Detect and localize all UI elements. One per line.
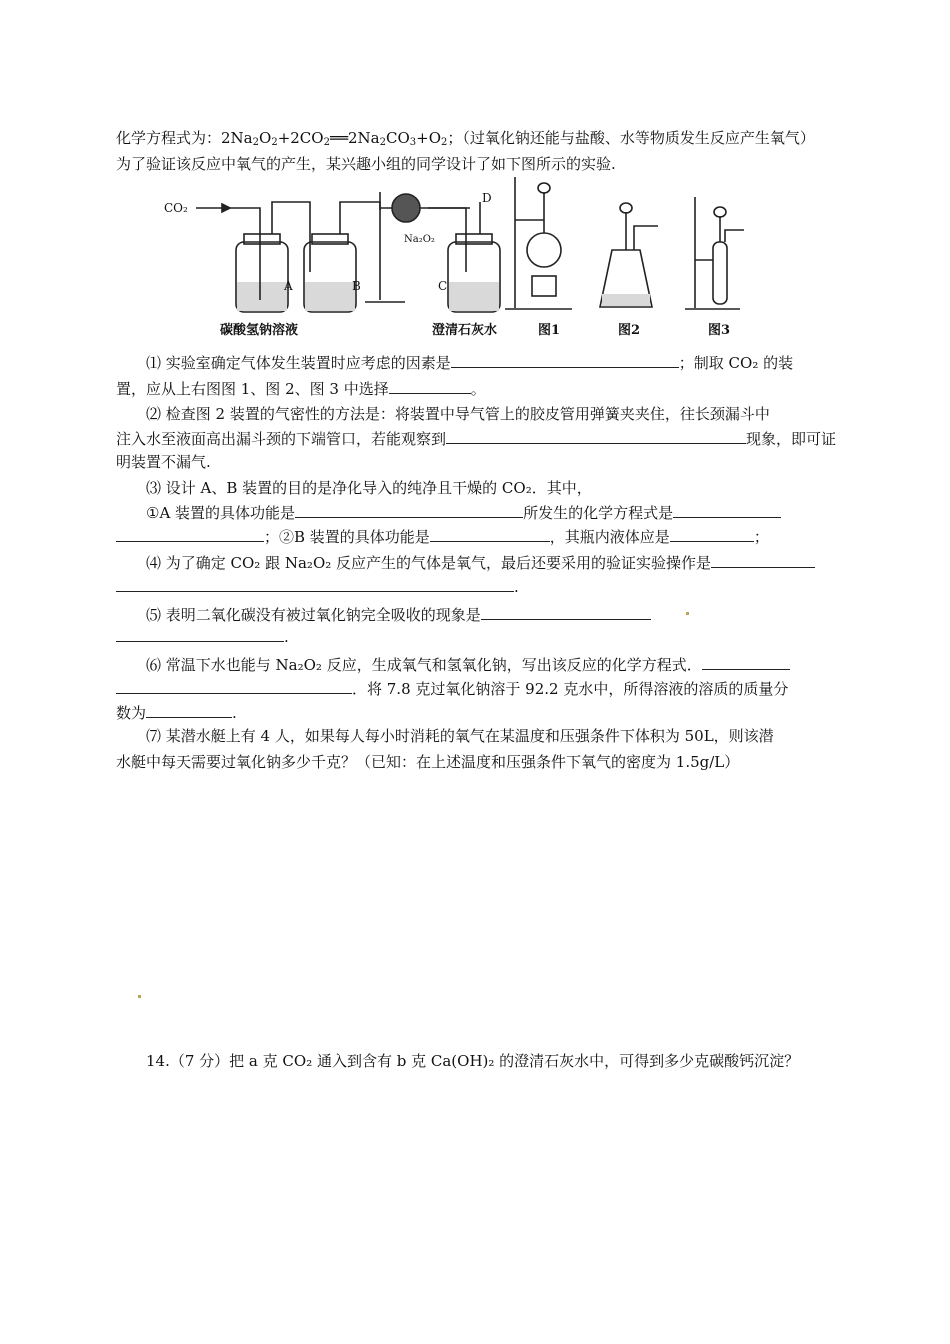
q1-line1: ⑴ 实验室确定气体发生装置时应考虑的因素是 ；制取 CO₂ 的装 bbox=[146, 354, 794, 372]
q2-line1: ⑵ 检查图 2 装置的气密性的方法是：将装置中导气管上的胶皮管用弹簧夹夹住，往长颈漏斗中 bbox=[146, 405, 770, 423]
q3-line3: ；②B 装置的具体功能是 ，其瓶内液体应是 ； bbox=[116, 526, 769, 547]
q2-line2: 注入水至液面高出漏斗颈的下端管口，若能观察到 现象，即可证 bbox=[116, 430, 837, 448]
caption-nahco3: 碳酸氢钠溶液 bbox=[220, 323, 299, 338]
caption-fig3: 图3 bbox=[708, 323, 731, 338]
q7-line1: ⑺ 某潜水艇上有 4 人，如果每人每小时消耗的氧气在某温度和压强条件下体积为 50L，则该潜 bbox=[146, 727, 774, 745]
q4-line2: . bbox=[116, 576, 519, 597]
q3-blank-equation-cont[interactable] bbox=[116, 526, 264, 542]
scan-dot bbox=[686, 612, 689, 615]
q14-question: 14.（7 分）把 a 克 CO₂ 通入到含有 b 克 Ca(OH)₂ 的澄清石灰水中，可得到多少克碳酸钙沉淀？ bbox=[146, 1052, 800, 1070]
q7-line2: 水艇中每天需要过氧化钠多少千克？（已知：在上述温度和压强条件下氧气的密度为 1.5g/L） bbox=[116, 753, 740, 771]
q3-blank-a-function[interactable] bbox=[295, 502, 523, 518]
label-a: A bbox=[284, 279, 293, 293]
na2o2-label: Na₂O₂ bbox=[404, 234, 435, 245]
scan-dot bbox=[138, 995, 141, 998]
apparatus-figure bbox=[160, 172, 760, 342]
q5-blank-cont[interactable] bbox=[116, 626, 284, 642]
q3-blank-equation[interactable] bbox=[673, 502, 781, 518]
q6-line3: 数为 . bbox=[116, 704, 237, 722]
q2-line3: 明装置不漏气. bbox=[116, 453, 211, 471]
q5-line1: ⑸ 表明二氧化碳没有被过氧化钠完全吸收的现象是 bbox=[146, 604, 651, 625]
q6-line2: ．将 7.8 克过氧化钠溶于 92.2 克水中，所得溶液的溶质的质量分 bbox=[116, 678, 788, 699]
q1-line2: 置，应从上右图图 1、图 2、图 3 中选择 。 bbox=[116, 380, 486, 398]
q4-blank-cont[interactable] bbox=[116, 576, 514, 592]
q6-line1: ⑹ 常温下水也能与 Na₂O₂ 反应，生成氧气和氢氧化钠，写出该反应的化学方程式． bbox=[146, 654, 790, 675]
fig3-tube bbox=[713, 242, 727, 304]
q4-blank[interactable] bbox=[711, 552, 815, 568]
q4-line1: ⑷ 为了确定 CO₂ 跟 Na₂O₂ 反应产生的气体是氧气，最后还要采用的验证实验操作是 bbox=[146, 552, 815, 573]
q6-blank-fraction[interactable] bbox=[146, 702, 232, 718]
caption-limewater: 澄清石灰水 bbox=[432, 323, 498, 338]
q1-blank-factors[interactable] bbox=[451, 352, 679, 368]
q3-blank-liquid[interactable] bbox=[670, 526, 754, 542]
equation-line: 化学方程式为：$2Na_2O_2+2CO_2══2Na_2CO_3+O_2$；（过氧化钠还能与盐酸、水等物质发生反应产生氧气） bbox=[116, 129, 815, 148]
q3-line1: ⑶ 设计 A、B 装置的目的是净化导入的纯净且干燥的 CO₂．其中， bbox=[146, 479, 592, 497]
na2o2-sample bbox=[392, 194, 420, 222]
q1-blank-apparatus[interactable] bbox=[389, 378, 471, 394]
caption-fig1: 图1 bbox=[538, 323, 561, 338]
q3-blank-b-function[interactable] bbox=[430, 526, 550, 542]
q5-line2: . bbox=[116, 626, 289, 647]
q5-blank[interactable] bbox=[481, 604, 651, 620]
label-d: D bbox=[482, 191, 492, 205]
co2-label: CO₂ bbox=[164, 201, 188, 215]
intro-line: 为了验证该反应中氧气的产生，某兴趣小组的同学设计了如下图所示的实验. bbox=[116, 155, 616, 173]
q6-blank-equation[interactable] bbox=[702, 654, 790, 670]
label-c: C bbox=[438, 279, 448, 293]
q6-blank-equation-cont[interactable] bbox=[116, 678, 352, 694]
q3-line2: ①A 装置的具体功能是 所发生的化学方程式是 bbox=[146, 502, 781, 523]
label-b: B bbox=[352, 279, 361, 293]
q2-blank-phenomenon[interactable] bbox=[446, 428, 746, 444]
caption-fig2: 图2 bbox=[618, 323, 641, 338]
